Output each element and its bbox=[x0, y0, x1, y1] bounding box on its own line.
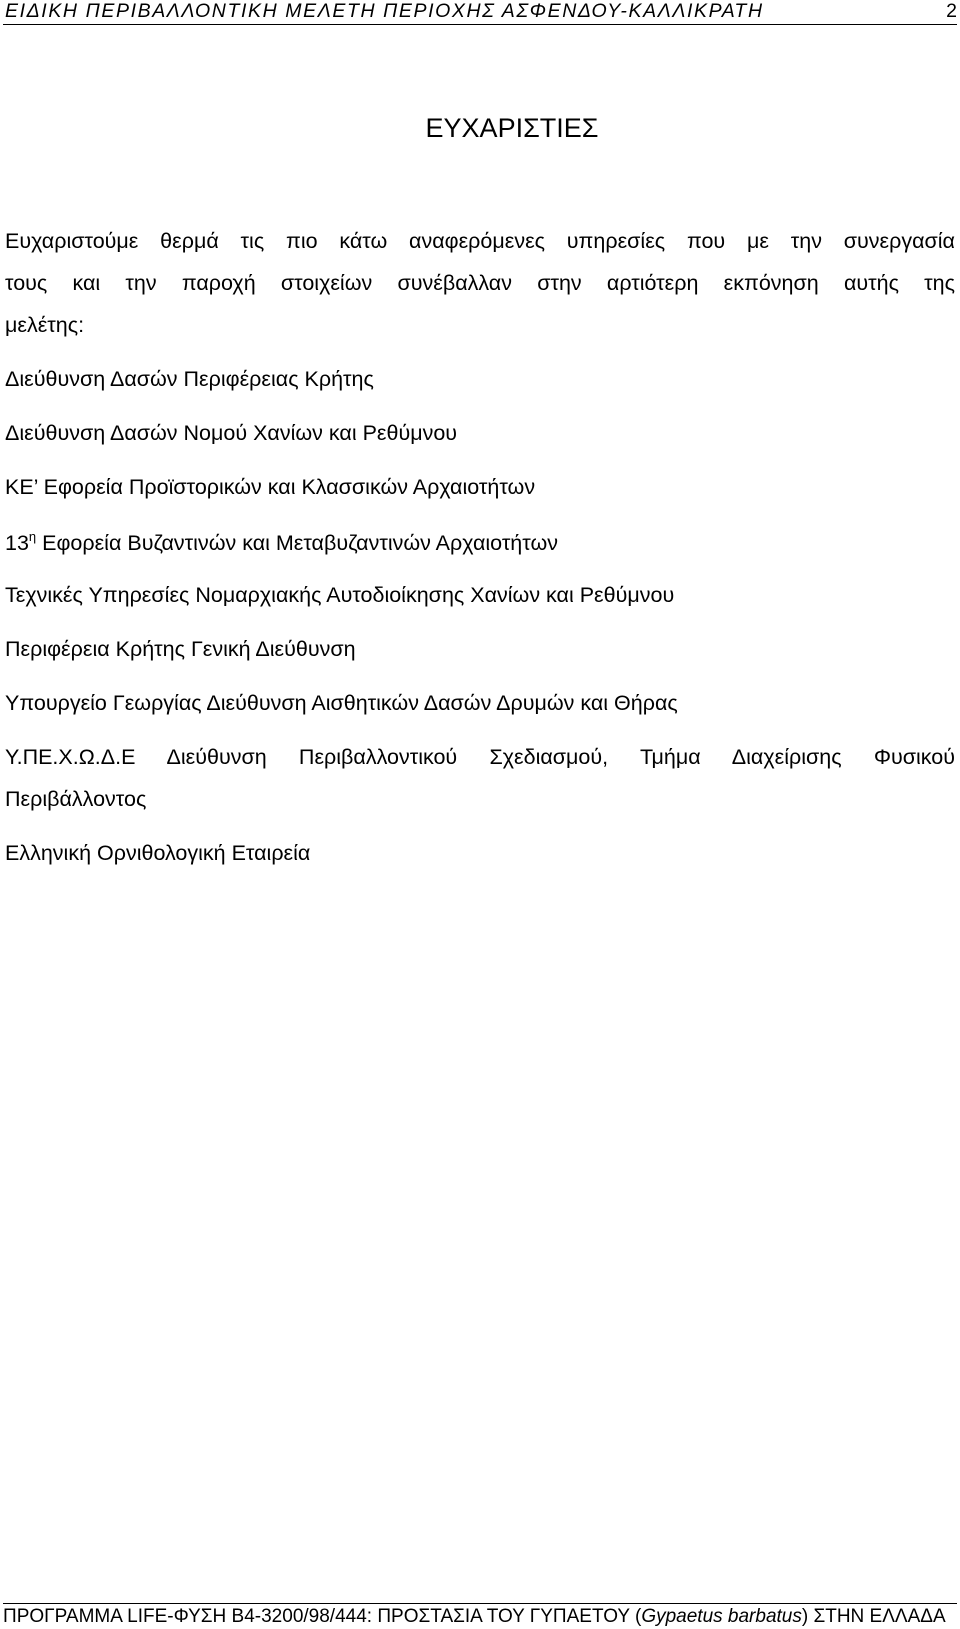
list-item-2: Διεύθυνση Δασών Νομού Χανίων και Ρεθύμνου bbox=[5, 421, 458, 445]
list-item-5: Τεχνικές Υπηρεσίες Νομαρχιακής Αυτοδιοίκησης Χανίων και Ρεθύμνου bbox=[5, 583, 675, 607]
page-header bbox=[3, 0, 957, 25]
intro-line-3: μελέτης: bbox=[5, 313, 85, 337]
footer-prefix: ΠΡΟΓΡΑΜΜΑ LIFE-ΦΥΣΗ Β4-3200/98/444: ΠΡΟΣΤΑΣΙΑ ΤΟΥ ΓΥΠΑΕΤΟΥ ( bbox=[3, 1606, 642, 1627]
footer-species: Gypaetus barbatus bbox=[641, 1606, 802, 1627]
list-item-4-superscript: η bbox=[28, 529, 37, 544]
page-footer bbox=[3, 1603, 957, 1628]
list-item-6: Περιφέρεια Κρήτης Γενική Διεύθυνση bbox=[5, 637, 356, 661]
list-item-1: Διεύθυνση Δασών Περιφέρειας Κρήτης bbox=[5, 367, 374, 391]
intro-line-2: τους και την παροχή στοιχείων συνέβαλλαν στην αρτιότερη εκπόνηση αυτής της bbox=[5, 271, 955, 295]
list-item-7: Υπουργείο Γεωργίας Διεύθυνση Αισθητικών Δασών Δρυμών και Θήρας bbox=[5, 691, 678, 715]
list-item-8-line-2: Περιβάλλοντος bbox=[5, 787, 147, 811]
page-title: ΕΥΧΑΡΙΣΤΙΕΣ bbox=[425, 113, 599, 143]
footer-suffix: ) ΣΤΗΝ ΕΛΛΑΔΑ bbox=[801, 1606, 946, 1627]
list-item-4-number: 13 bbox=[5, 531, 29, 555]
list-item-3: ΚΕ’ Εφορεία Προϊστορικών και Κλασσικών Αρχαιοτήτων bbox=[5, 475, 536, 499]
list-item-4 bbox=[5, 529, 558, 556]
list-item-4-text: Εφορεία Βυζαντινών και Μεταβυζαντινών Αρχαιοτήτων bbox=[36, 531, 558, 555]
list-item-9: Ελληνική Ορνιθολογική Εταιρεία bbox=[5, 841, 311, 865]
page-number: 2 bbox=[946, 0, 957, 22]
intro-line-1: Ευχαριστούμε θερμά τις πιο κάτω αναφερόμενες υπηρεσίες που με την συνεργασία bbox=[5, 229, 955, 253]
header-title: ΕΙΔΙΚΗ ΠΕΡΙΒΑΛΛΟΝΤΙΚΗ ΜΕΛΕΤΗ ΠΕΡΙΟΧΗΣ ΑΣΦΕΝΔΟΥ-ΚΑΛΛΙΚΡΑΤΗ bbox=[5, 0, 764, 22]
list-item-8-line-1: Υ.ΠΕ.Χ.Ω.Δ.Ε Διεύθυνση Περιβαλλοντικού Σχεδιασμού, Τμήμα Διαχείρισης Φυσικού bbox=[5, 745, 955, 769]
